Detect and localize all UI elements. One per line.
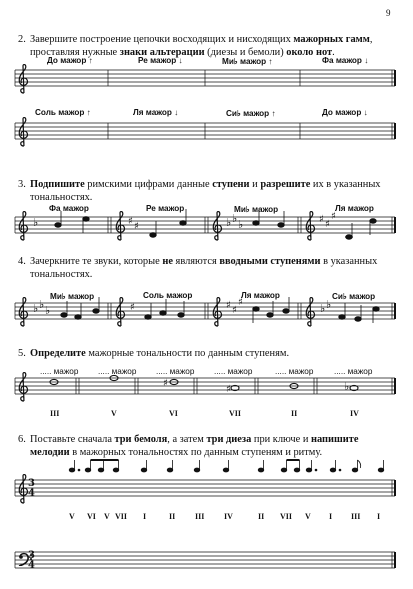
time-signature-top: 3 — [28, 478, 35, 489]
degree-label: II — [291, 409, 298, 418]
svg-text:♯: ♯ — [232, 305, 237, 316]
svg-text:♯: ♯ — [134, 221, 139, 232]
svg-text:4: 4 — [28, 560, 35, 571]
svg-text:♯: ♯ — [226, 300, 231, 311]
scale-label: Фа мажор ↓ — [322, 56, 369, 65]
svg-text:♭: ♭ — [344, 380, 350, 393]
svg-text:♭: ♭ — [326, 298, 332, 311]
svg-text:♭: ♭ — [232, 212, 238, 225]
key-label: Соль мажор — [143, 291, 193, 300]
degree-label: II — [169, 512, 176, 521]
staff-task2-row2 — [15, 123, 395, 139]
key-label: Си♭ мажор — [332, 292, 376, 301]
degree-label: VI — [87, 512, 96, 521]
degree-label: VII — [280, 512, 293, 521]
svg-text:♭: ♭ — [33, 216, 39, 229]
svg-text:♯: ♯ — [325, 219, 330, 230]
page-number: 9 — [386, 8, 391, 18]
time-signature-bottom: 4 — [28, 488, 35, 499]
svg-text:♭: ♭ — [33, 302, 39, 315]
svg-text:♯: ♯ — [319, 214, 324, 225]
scale-label: До мажор ↑ — [47, 56, 93, 65]
svg-text:♯: ♯ — [226, 384, 231, 395]
key-blank[interactable]: ..... мажор — [214, 367, 253, 376]
key-blank[interactable]: ..... мажор — [98, 367, 137, 376]
scale-label: До мажор ↓ — [322, 108, 368, 117]
svg-text:♭: ♭ — [45, 304, 51, 317]
degree-label: IV — [224, 512, 233, 521]
staff-task4 — [15, 303, 395, 319]
degree-label: IV — [350, 409, 359, 418]
task-5-instructions: 5. Определите мажорные тональности по данным ступеням. — [18, 348, 290, 359]
svg-text:♯: ♯ — [331, 211, 336, 222]
scale-label: Ля мажор ↓ — [133, 108, 179, 117]
svg-text:♭: ♭ — [238, 218, 244, 231]
scale-label: Си♭ мажор ↑ — [226, 109, 276, 118]
scale-label: Соль мажор ↑ — [35, 108, 91, 117]
degree-label: V — [305, 512, 311, 521]
key-label: Ля мажор — [241, 291, 280, 300]
svg-text:♭: ♭ — [226, 216, 232, 229]
key-blank[interactable]: ..... мажор — [334, 367, 373, 376]
svg-text:♭: ♭ — [39, 298, 45, 311]
degree-label: V — [111, 409, 117, 418]
task-6-instructions: 6. Поставьте сначала три бемоля, а затем три диеза при ключе и напишите мелодии в мажорных тональностях по данным ступеням и ритму. — [18, 434, 359, 458]
key-label: Ля мажор — [335, 204, 374, 213]
staff-task5 — [15, 378, 395, 394]
key-label: Фа мажор — [49, 204, 89, 213]
svg-text:♯: ♯ — [128, 216, 133, 227]
degree-label: III — [351, 512, 361, 521]
key-blank[interactable]: ..... мажор — [40, 367, 79, 376]
scale-label: Ми♭ мажор ↑ — [222, 57, 273, 66]
key-blank[interactable]: ..... мажор — [156, 367, 195, 376]
staff-task2-row1 — [15, 70, 395, 86]
degree-label: VII — [229, 409, 242, 418]
task-3-instructions: 3. Подпишите римскими цифрами данные ступени и разрешите их в указанных тональностях. — [18, 179, 381, 203]
task-4-instructions: 4. Зачеркните те звуки, которые не являются вводными ступенями в указанных тональностях. — [18, 256, 378, 280]
degree-label: III — [50, 409, 60, 418]
key-label: Ре мажор — [146, 204, 185, 213]
degree-label: VII — [115, 512, 128, 521]
degree-label: VI — [169, 409, 178, 418]
degree-label: V — [69, 512, 75, 521]
scale-label: Ре мажор ↓ — [138, 56, 183, 65]
staff-task6-treble — [15, 480, 395, 496]
svg-text:♭: ♭ — [320, 302, 326, 315]
degree-label: V — [104, 512, 110, 521]
key-label: Ми♭ мажор — [234, 205, 279, 214]
task-2-instructions: 2. Завершите построение цепочки восходящих и нисходящих мажорных гамм, проставляя нужные знаки альтерации (диезы и бемоли) около нот. — [18, 34, 373, 58]
key-blank[interactable]: ..... мажор — [275, 367, 314, 376]
svg-text:♯: ♯ — [130, 302, 135, 313]
svg-text:♯: ♯ — [238, 297, 243, 308]
staff-task6-bass — [15, 552, 395, 568]
degree-label: II — [258, 512, 265, 521]
key-label: Ми♭ мажор — [50, 292, 95, 301]
degree-label: III — [195, 512, 205, 521]
staff-task3 — [15, 217, 395, 233]
degree-label: I — [143, 512, 147, 521]
task-number: 2. — [18, 34, 26, 45]
svg-text:3: 3 — [28, 550, 35, 561]
degree-label: I — [329, 512, 333, 521]
svg-text:♯: ♯ — [163, 378, 168, 389]
degree-label: I — [377, 512, 381, 521]
